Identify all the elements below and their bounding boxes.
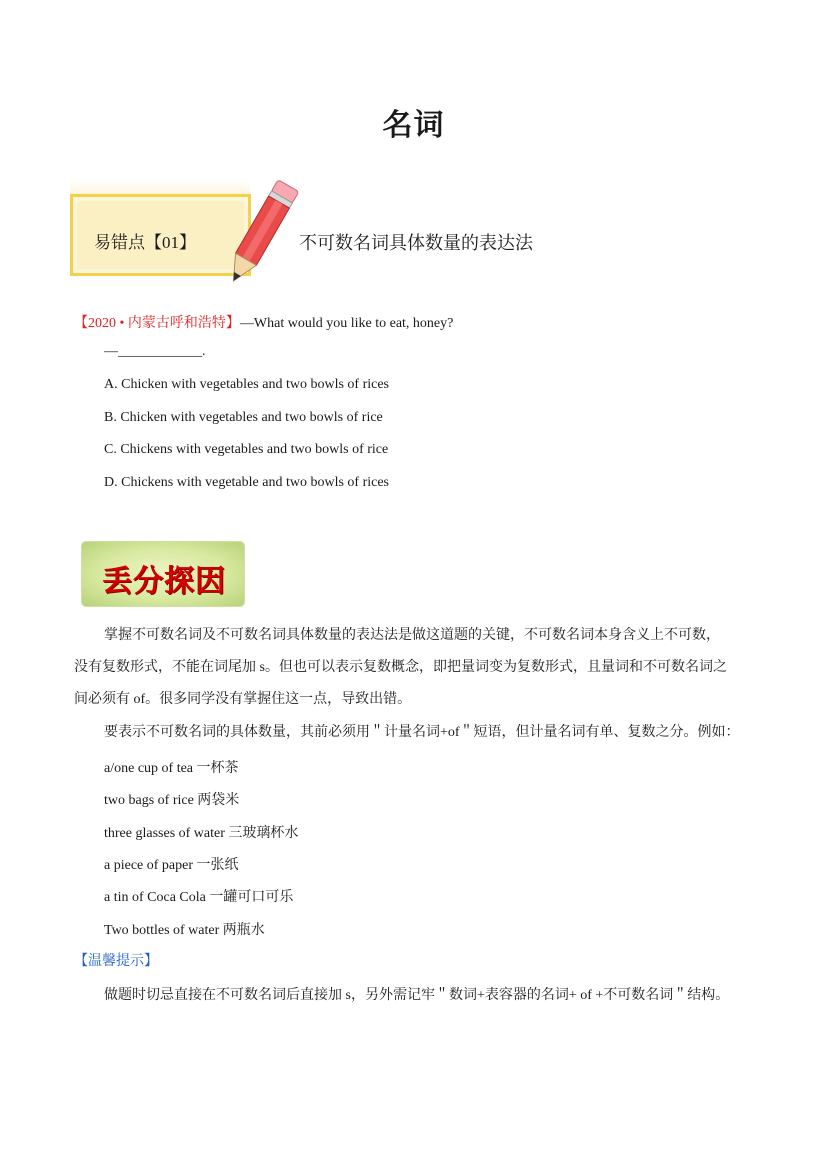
page-title: 名词: [382, 109, 445, 142]
pencil-icon: [210, 176, 310, 294]
cause-banner-text: 丢分探因: [102, 564, 226, 599]
option-b: B. Chicken with vegetables and two bowls of rice: [104, 410, 383, 425]
example-item: two bags of rice 两袋米: [104, 793, 240, 808]
topic-heading: 不可数名词具体数量的表达法: [299, 233, 533, 253]
option-d: D. Chickens with vegetable and two bowls of rices: [104, 475, 389, 490]
error-point-label: 易错点【01】: [94, 233, 196, 252]
question-line: [74, 312, 453, 332]
tip-label: 【温馨提示】: [74, 954, 158, 969]
question-prompt: —What would you like to eat, honey?: [239, 316, 454, 331]
analysis-line-1: 掌握不可数名词及不可数名词具体数量的表达法是做这道题的关键，不可数名词本身含义上不可数，: [104, 628, 720, 643]
analysis-para-2: 要表示不可数名词的具体数量，其前必须用＂计量名词+of＂短语，但计量名词有单、复数之分。例如：: [104, 725, 740, 740]
example-item: a piece of paper 一张纸: [104, 858, 239, 873]
example-item: three glasses of water 三玻璃杯水: [104, 826, 299, 841]
example-item: a/one cup of tea 一杯茶: [104, 761, 239, 776]
example-item: Two bottles of water 两瓶水: [104, 923, 265, 938]
analysis-line-2: 没有复数形式，不能在词尾加 s。但也可以表示复数概念，即把量词变为复数形式，且量词和不可数名词之: [74, 660, 727, 675]
example-item: a tin of Coca Cola 一罐可口可乐: [104, 890, 294, 905]
question-source: 【2020 • 内蒙古呼和浩特】: [74, 316, 240, 331]
option-a: A. Chicken with vegetables and two bowls of rices: [104, 377, 389, 392]
tip-text: 做题时切忌直接在不可数名词后直接加 s，另外需记牢＂数词+表容器的名词+ of +不可数名词＂结构。: [104, 988, 730, 1003]
answer-blank: —____________.: [104, 344, 206, 359]
option-c: C. Chickens with vegetables and two bowls of rice: [104, 442, 389, 457]
analysis-line-3: 间必须有 of。很多同学没有掌握住这一点，导致出错。: [74, 692, 412, 707]
